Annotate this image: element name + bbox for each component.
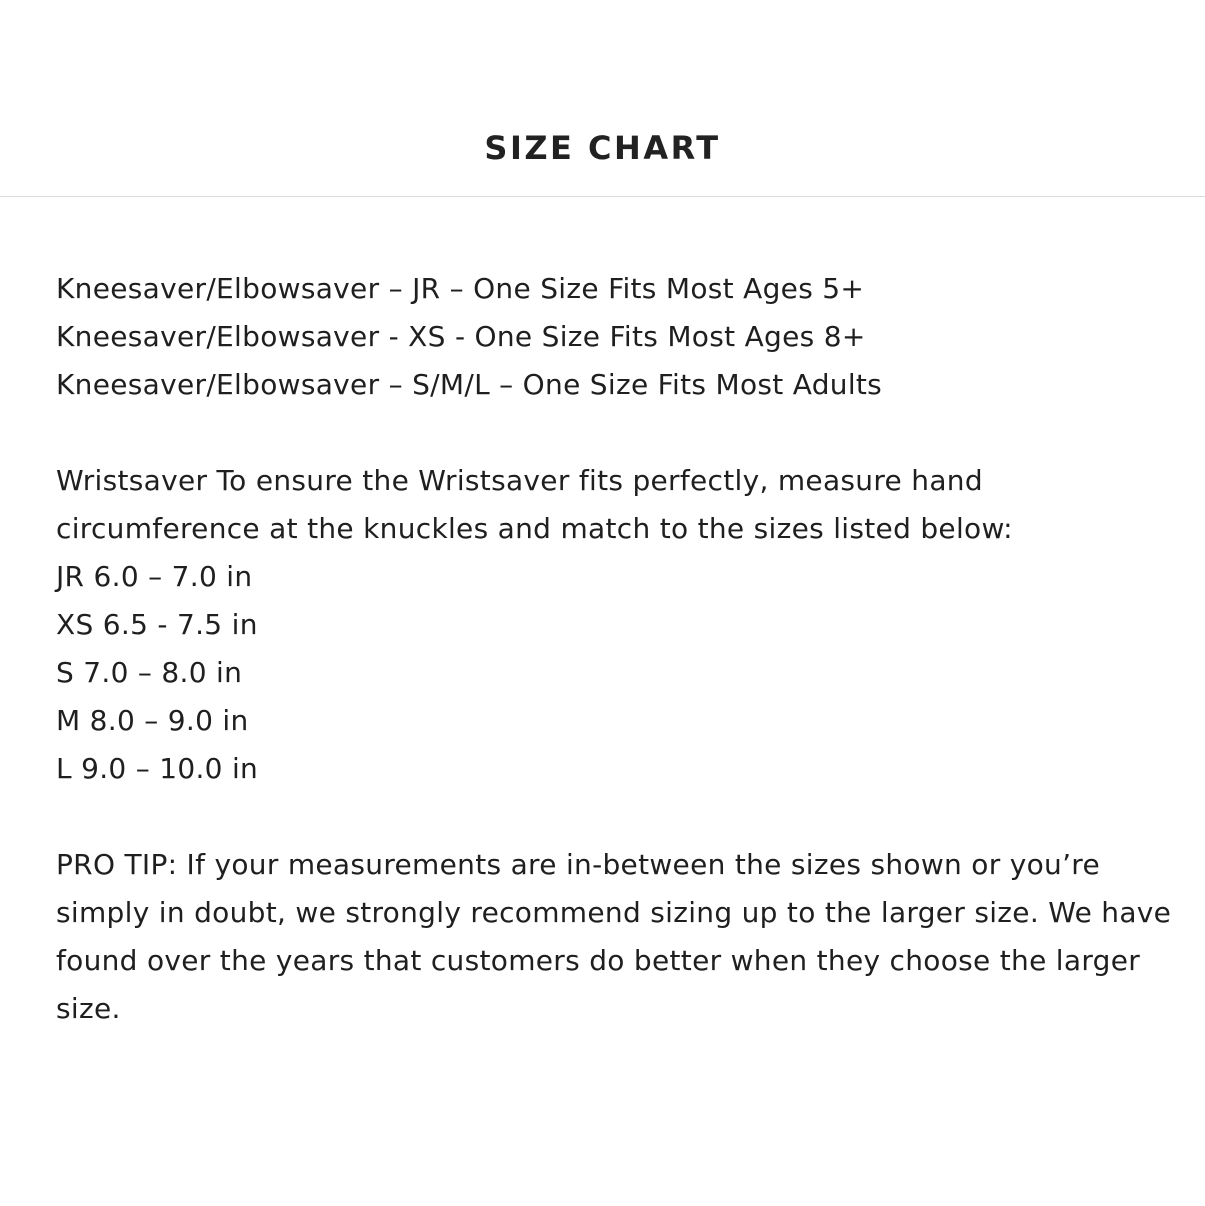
pro-tip-line-2: simply in doubt, we strongly recommend sizing up to the larger size. We have <box>56 896 1172 929</box>
size-chart-header <box>0 0 1205 197</box>
pro-tip-section <box>56 841 1172 1033</box>
wristsaver-size-jr: JR 6.0 – 7.0 in <box>56 560 253 593</box>
size-chart-content <box>56 265 1172 1033</box>
wristsaver-size-l: L 9.0 – 10.0 in <box>56 752 259 785</box>
wristsaver-size-xs: XS 6.5 - 7.5 in <box>56 608 258 641</box>
saver-size-line-jr: Kneesaver/Elbowsaver – JR – One Size Fits Most Ages 5+ <box>56 272 865 305</box>
pro-tip-line-1: PRO TIP: If your measurements are in-between the sizes shown or you’re <box>56 848 1101 881</box>
wristsaver-section <box>56 457 1166 793</box>
section-spacer <box>56 409 1166 457</box>
section-spacer <box>56 793 1166 841</box>
wristsaver-intro-line-1: Wristsaver To ensure the Wristsaver fits perfectly, measure hand <box>56 464 983 497</box>
wristsaver-size-s: S 7.0 – 8.0 in <box>56 656 243 689</box>
page-title: SIZE CHART <box>484 129 721 167</box>
pro-tip-line-4: size. <box>56 992 121 1025</box>
wristsaver-intro-line-2: circumference at the knuckles and match to the sizes listed below: <box>56 512 1013 545</box>
saver-size-line-sml: Kneesaver/Elbowsaver – S/M/L – One Size Fits Most Adults <box>56 368 883 401</box>
wristsaver-size-m: M 8.0 – 9.0 in <box>56 704 249 737</box>
saver-size-line-xs: Kneesaver/Elbowsaver - XS - One Size Fits Most Ages 8+ <box>56 320 866 353</box>
saver-sizes-section <box>56 265 1166 409</box>
pro-tip-line-3: found over the years that customers do better when they choose the larger <box>56 944 1141 977</box>
